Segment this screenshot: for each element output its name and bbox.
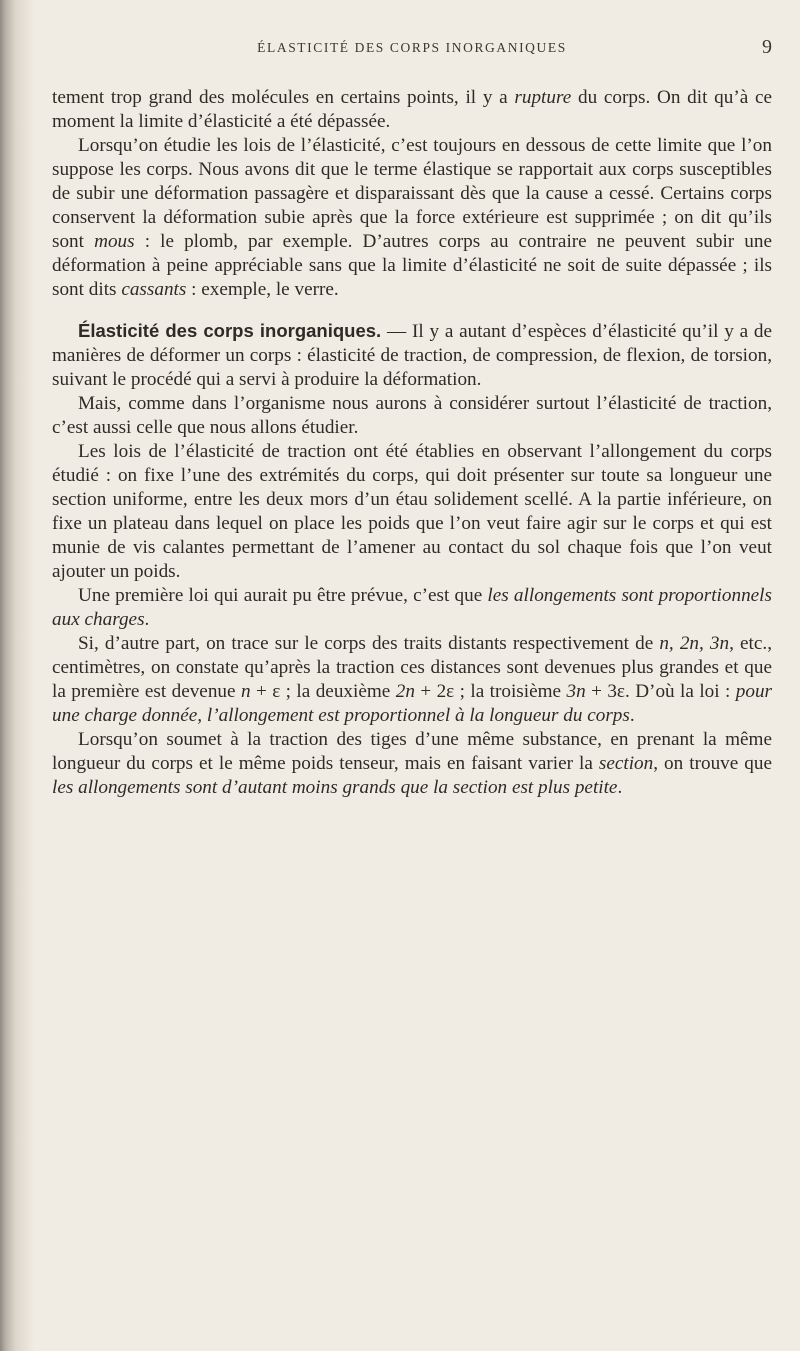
- running-title: ÉLASTICITÉ DES CORPS INORGANIQUES: [257, 40, 567, 55]
- body-text: [52, 86, 772, 800]
- paragraph: tement trop grand des molécules en certains points, il y a rupture du corps. On dit qu’à ce moment la limite d’élasticité a été dépassée.: [52, 87, 772, 132]
- paragraph: Les lois de l’élasticité de traction ont été établies en observant l’allongement du corps étudié : on fixe l’une des extrémités du corps, qui doit présenter sur toute sa longueur une section uniforme, entre les deux mors d’un étau solidement scellé. A la partie inférieure, on fixe un plateau dans lequel on place les poids que l’on veut faire agir sur le corps et qui est munie de vis calantes permettant de l’amener au contact du sol chaque fois que l’on veut ajouter un poids.: [52, 441, 772, 582]
- section-heading: Élasticité des corps inorganiques.: [78, 320, 382, 341]
- paragraph: Lorsqu’on étudie les lois de l’élasticité, c’est toujours en dessous de cette limite que l’on suppose les corps. Nous avons dit que le terme élastique se rapportait aux corps susceptibles de subir une déformation passagère et disparaissant dès que la cause a cessé. Certains corps conservent la déformation subie après que la force extérieure est supprimée ; on dit qu’ils sont mous : le plomb, par exemple. D’autres corps au contraire ne peuvent subir une déformation à peine appréciable sans que la limite d’élasticité ne soit de suite dépassée ; ils sont dits cassants : exemple, le verre.: [52, 135, 772, 300]
- paragraph: Si, d’autre part, on trace sur le corps des traits distants respectivement de n, 2n, 3n, etc., centimètres, on constate qu’après la traction ces distances sont devenues plus grandes et que la première est devenue n + ε ; la deuxième 2n + 2ε ; la troisième 3n + 3ε. D’où la loi : pour une charge donnée, l’allongement est proportionnel à la longueur du corps.: [52, 633, 772, 726]
- page-binding-shadow: [0, 0, 34, 1351]
- paragraph: Lorsqu’on soumet à la traction des tiges d’une même substance, en prenant la même longueur du corps et le même poids tenseur, mais en faisant varier la section, on trouve que les allongements sont d’autant moins grands que la section est plus petite.: [52, 729, 772, 798]
- section-paragraph: Élasticité des corps inorganiques. — Il y a autant d’espèces d’élasticité qu’il y a de manières de déformer un corps : élasticité de traction, de compression, de flexion, de torsion, suivant le procédé qui a servi à produire la déformation.: [52, 320, 772, 390]
- page-number: 9: [762, 36, 772, 58]
- book-page: [52, 36, 772, 800]
- running-header: [52, 36, 772, 66]
- paragraph: Mais, comme dans l’organisme nous aurons à considérer surtout l’élasticité de traction, c’est aussi celle que nous allons étudier.: [52, 393, 772, 438]
- paragraph: Une première loi qui aurait pu être prévue, c’est que les allongements sont proportionnels aux charges.: [52, 585, 772, 630]
